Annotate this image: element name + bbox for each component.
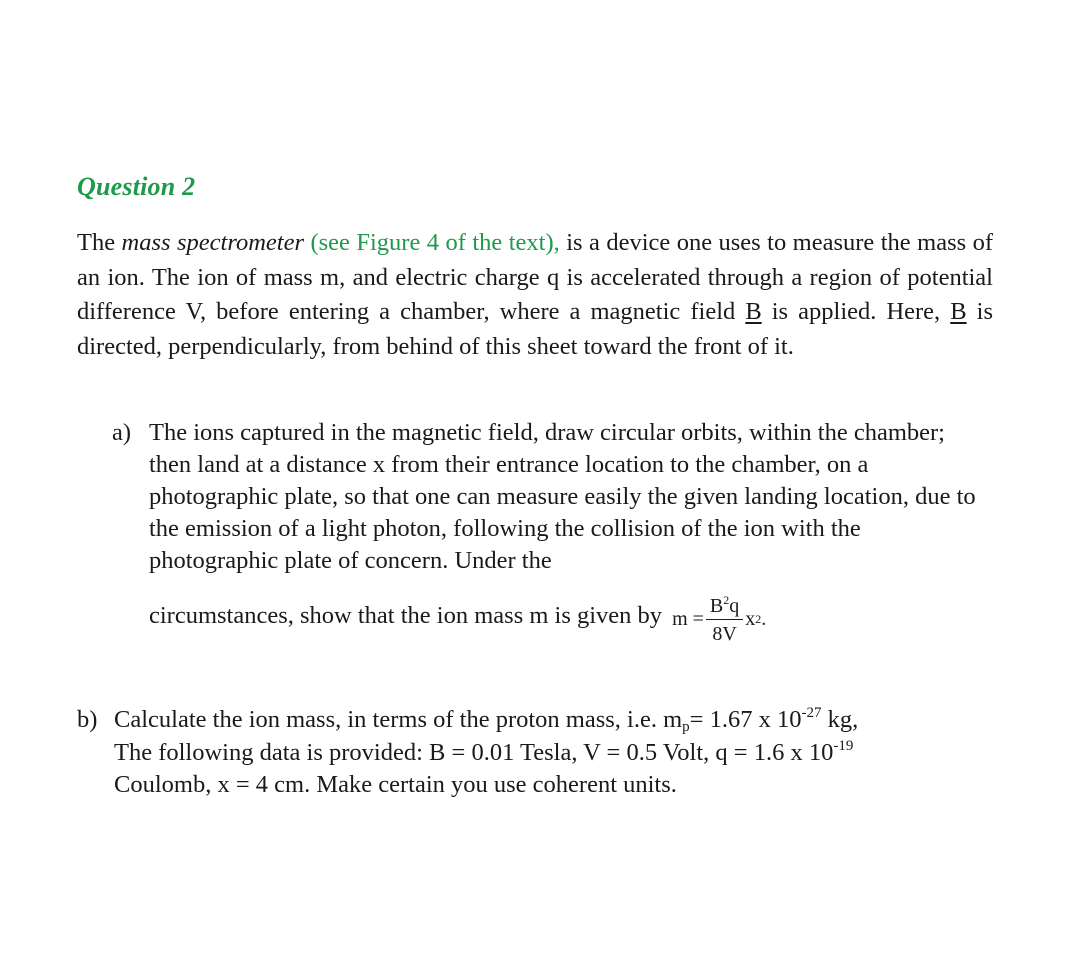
intro-text-2: is a device one uses to measure the mass of an ion. The ion of mass m, and electric charge q is accelerated through a region of potential difference V, before entering a chamber, where a magnetic field <box>77 229 993 325</box>
formula-fraction <box>706 594 743 644</box>
part-a-label: a) <box>112 419 132 446</box>
part-a <box>112 417 982 645</box>
intro-term-mass-spectrometer: mass spectrometer <box>121 229 305 256</box>
part-b-line-1-text-b: = 1.67 x 10 <box>689 706 802 733</box>
intro-vector-b-2: B <box>950 298 967 325</box>
formula-tail-exponent: 2 <box>755 612 762 626</box>
part-a-body <box>149 417 982 645</box>
intro-text-3: is applied. Here, <box>761 298 951 325</box>
formula-period: . <box>761 608 767 630</box>
formula-numerator <box>706 594 743 620</box>
intro-figure-reference: (see Figure 4 of the text), <box>304 229 560 256</box>
intro-vector-b-1: B <box>745 298 762 325</box>
proton-mass-exponent: -27 <box>801 705 822 721</box>
intro-paragraph <box>77 226 993 364</box>
part-b <box>77 704 997 802</box>
mass-formula <box>672 594 766 644</box>
part-b-line-2-text: The following data is provided: B = 0.01 Tesla, V = 0.5 Volt, q = 1.6 x 10 <box>114 738 834 766</box>
part-b-line-2 <box>114 737 997 770</box>
part-b-label: b) <box>77 706 98 733</box>
proton-subscript: p <box>682 719 690 735</box>
formula-tail-var: x <box>745 608 756 630</box>
intro-text-4: is directed, perpendicularly, from behind of this sheet toward the front of it. <box>77 298 994 360</box>
formula-lhs: m = <box>672 608 704 630</box>
charge-exponent: -19 <box>833 737 854 754</box>
part-b-line-1-text-a: Calculate the ion mass, in terms of the proton mass, i.e. m <box>114 706 683 733</box>
part-b-line-1 <box>114 704 997 737</box>
part-a-text: The ions captured in the magnetic field, draw circular orbits, within the chamber; then land at a distance x from their entrance location to the chamber, on a photographic plate, so that one can measure easily the given landing location, due to the emission of a light photon, following the collision of the ion with the photographic plate of concern. Under the <box>149 419 976 574</box>
formula-num-exponent: 2 <box>723 593 730 607</box>
formula-denominator: 8V <box>712 623 737 645</box>
part-b-line-1-text-c: kg, <box>821 706 859 733</box>
part-b-line-3: Coulomb, x = 4 cm. Make certain you use coherent units. <box>114 771 677 798</box>
part-b-body <box>114 704 997 802</box>
formula-num-var: q <box>729 595 740 617</box>
formula-num-base: B <box>709 595 724 617</box>
part-a-formula-line <box>149 591 982 645</box>
question-heading: Question 2 <box>77 172 196 201</box>
part-a-lead-in: circumstances, show that the ion mass m is given by <box>149 602 663 629</box>
intro-text-1: The <box>77 229 122 256</box>
